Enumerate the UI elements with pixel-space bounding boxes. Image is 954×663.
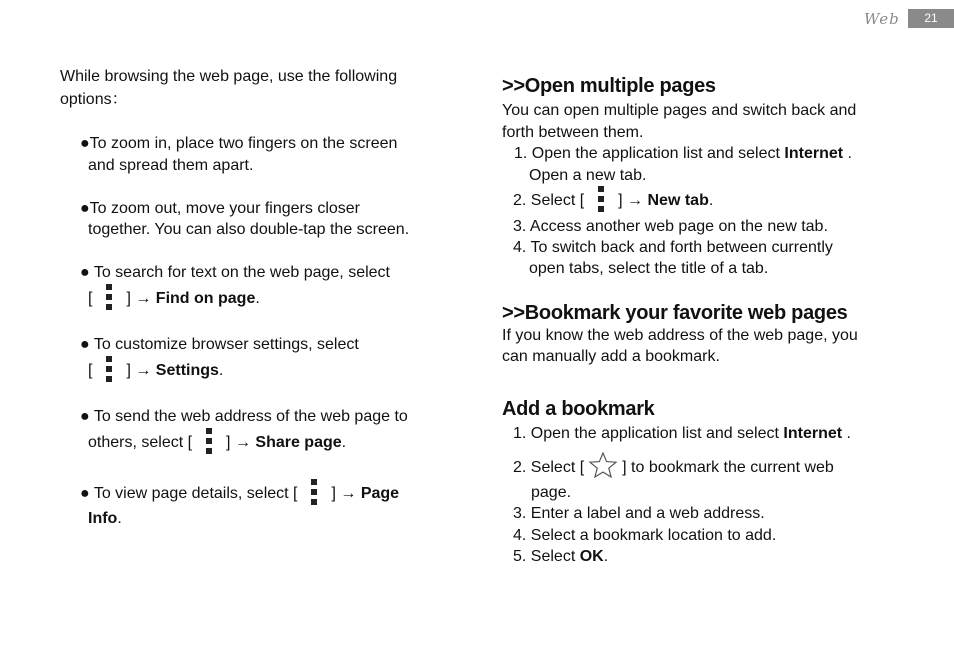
customize-line-1: ● To customize browser settings, select <box>80 336 359 353</box>
zoom-out-line-2: together. You can also double-tap the screen. <box>88 221 410 238</box>
period: . <box>708 192 714 210</box>
open-desc-2: forth between them. <box>502 124 644 141</box>
internet-label: Internet <box>783 425 843 442</box>
ok-label: OK <box>579 548 604 565</box>
open-desc-1: You can open multiple pages and switch back and <box>502 102 857 119</box>
share-arrow: ] → <box>226 434 251 452</box>
open-step-1-cont: Open a new tab. <box>529 167 647 184</box>
share-pre: others, select [ <box>88 434 193 452</box>
search-arrow: ] → <box>126 290 152 308</box>
add-step-2-cont: page. <box>531 484 572 501</box>
period: . <box>218 362 224 380</box>
add-step-1-text: 1. Open the application list and select <box>513 425 779 442</box>
customize-arrow: ] → <box>126 362 152 380</box>
find-on-page-label: Find on page <box>155 290 256 308</box>
menu-icon <box>598 186 604 212</box>
customize-bracket: [ <box>88 362 93 380</box>
period: . <box>255 290 260 308</box>
open-step-2 <box>513 188 713 214</box>
zoom-in-line-1: ●To zoom in, place two fingers on the screen <box>80 135 398 152</box>
menu-icon <box>106 284 112 310</box>
internet-label: Internet <box>784 145 844 162</box>
details-line-1 <box>80 481 399 507</box>
details-pre: ● To view page details, select [ <box>80 485 298 503</box>
share-line-1: ● To send the web address of the web page to <box>80 408 408 425</box>
settings-label: Settings <box>155 362 219 380</box>
add-bookmark-heading: Add a bookmark <box>502 398 655 420</box>
open-multiple-pages-heading: >>Open multiple pages <box>502 75 716 97</box>
add-step-1 <box>513 423 851 445</box>
intro-line-2: options： <box>60 91 128 108</box>
open-step-3: 3. Access another web page on the new tab. <box>513 218 828 235</box>
section-title: Web <box>864 10 900 28</box>
period: . <box>341 434 347 452</box>
add-step-2-post: ] to bookmark the current web <box>622 459 834 477</box>
share-page-label: Share page <box>255 434 342 452</box>
search-line-2 <box>88 286 260 312</box>
menu-icon <box>106 356 112 382</box>
details-line-2 <box>88 508 122 530</box>
menu-icon <box>206 428 212 454</box>
add-step-5-pre: 5. Select <box>513 548 576 565</box>
page-info-label-1: Page <box>360 485 400 503</box>
open-step-2-pre: 2. Select [ <box>513 192 585 210</box>
open-step-4-line-1: 4. To switch back and forth between currently <box>513 239 833 256</box>
open-step-1-text: 1. Open the application list and select <box>514 145 780 162</box>
details-arrow: ] → <box>331 485 357 503</box>
bookmark-heading: >>Bookmark your favorite web pages <box>502 302 848 324</box>
zoom-in-line-2: and spread them apart. <box>88 157 254 174</box>
bookmark-desc-1: If you know the web address of the web page, you <box>502 327 858 344</box>
period: . <box>117 510 122 527</box>
bookmark-desc-2: can manually add a bookmark. <box>502 348 720 365</box>
share-line-2 <box>88 430 346 456</box>
add-step-1-end: . <box>842 425 851 442</box>
search-bracket: [ <box>88 290 93 308</box>
add-step-4: 4. Select a bookmark location to add. <box>513 527 777 544</box>
customize-line-2 <box>88 358 223 384</box>
period: . <box>603 548 609 565</box>
page-info-label-2: Info <box>88 510 118 527</box>
add-step-3: 3. Enter a label and a web address. <box>513 505 765 522</box>
menu-icon <box>311 479 317 505</box>
add-step-2 <box>513 455 834 481</box>
open-step-1-end: . <box>843 145 852 162</box>
intro-line-1: While browsing the web page, use the following <box>60 68 398 85</box>
add-step-2-pre: 2. Select [ <box>513 459 585 477</box>
open-step-1 <box>514 143 852 165</box>
zoom-out-line-1: ●To zoom out, move your fingers closer <box>80 200 360 217</box>
page-number: 21 <box>908 9 954 28</box>
open-step-2-arrow: ] → <box>618 192 644 210</box>
star-icon <box>588 452 618 478</box>
search-line-1: ● To search for text on the web page, select <box>80 264 390 281</box>
open-step-4-line-2: open tabs, select the title of a tab. <box>529 260 769 277</box>
new-tab-label: New tab <box>647 192 709 210</box>
add-step-5 <box>513 546 608 568</box>
